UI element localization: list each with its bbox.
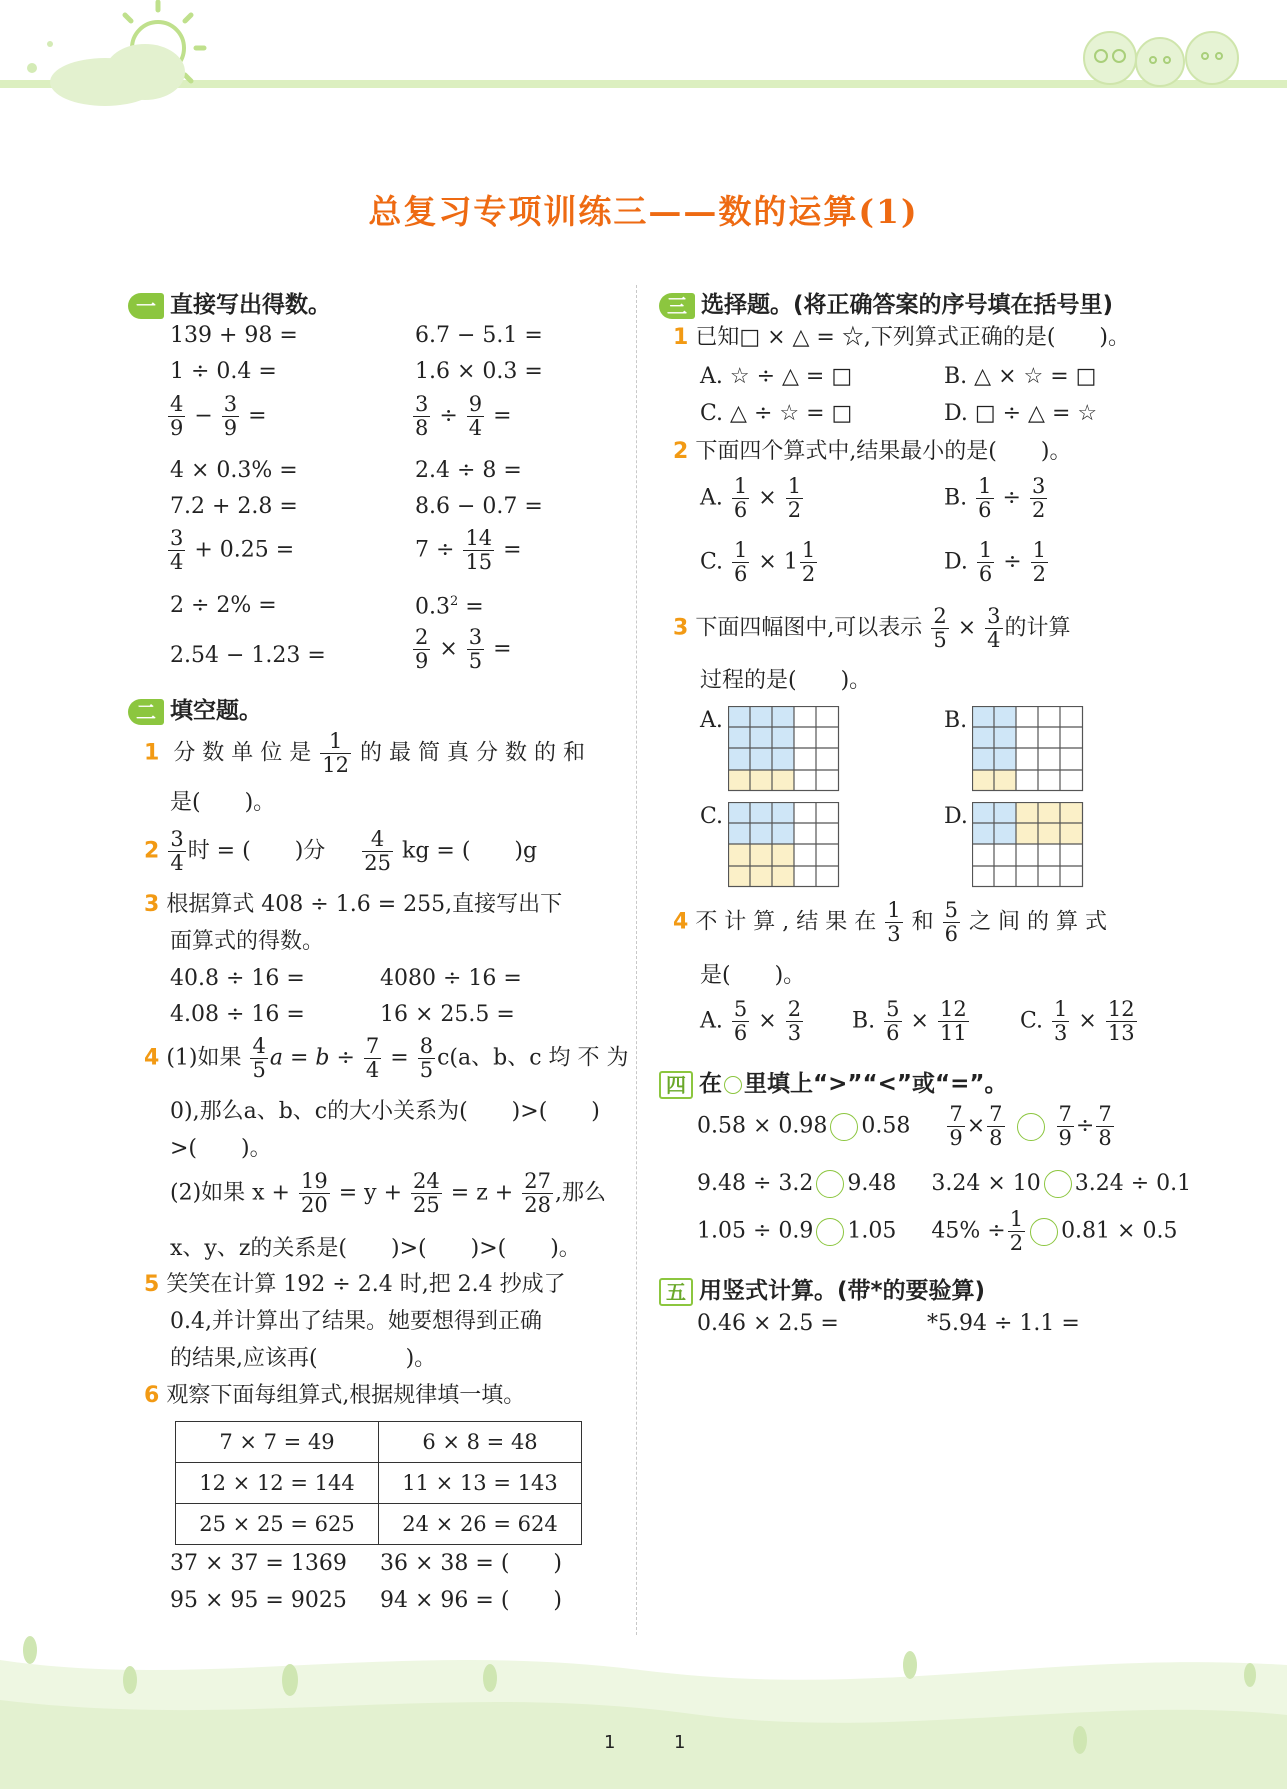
calc-11: $\frac{3}{8}$ ÷ $\frac{9}{4}$ = [415, 392, 512, 441]
calc-13: 8.6 − 0.7 = [415, 494, 543, 519]
grid-diagram-c [728, 802, 840, 888]
choice-q1-b: B. △ × ☆ = □ [944, 364, 1097, 389]
calc-3: $\frac{4}{9}$ − $\frac{3}{9}$ = [170, 392, 267, 441]
calc-2: 1 ÷ 0.4 = [170, 359, 277, 384]
grid-diagram-a [728, 706, 840, 792]
choice-q3-line2: 过程的是( )。 [700, 668, 872, 693]
fill-q5-line2: 0.4,并计算出了结果。她要想得到正确 [170, 1309, 542, 1334]
calc-10: 1.6 × 0.3 = [415, 359, 543, 384]
grid-diagram-d [972, 802, 1084, 888]
fill-q3-calc-3: 4.08 ÷ 16 = [170, 1002, 305, 1027]
pattern-4: 94 × 96 = ( ) [380, 1588, 562, 1613]
choice-q4-c: C. $\frac{1}{3}$ × $\frac{12}{13}$ [1020, 997, 1135, 1046]
calc-14: 7 ÷ $\frac{14}{15}$ = [415, 526, 522, 575]
section-2-badge: 二 [128, 699, 164, 725]
column-divider [636, 285, 637, 1635]
choice-q1-c: C. △ ÷ ☆ = □ [700, 401, 853, 426]
calc-16: $\frac{2}{9}$ × $\frac{3}{5}$ = [415, 625, 512, 674]
choice-q2-a: A. $\frac{1}{6}$ × $\frac{1}{2}$ [700, 474, 802, 523]
section-4-heading: 四 在 里填上“>”“<”或“=”。 [659, 1065, 1008, 1099]
fill-q1: 1 分 数 单 位 是 $\frac{1}{12}$ 的 最 简 真 分 数 的 和 [144, 729, 585, 778]
fill-q6: 6 观察下面每组算式,根据规律填一填。 [144, 1383, 526, 1408]
fill-q4-part1: 4 (1)如果 $\frac{4}{5}$ a = b ÷ $\frac{7}{4}$ = $\frac{8}{5}$ c(a、b、c 均 不 为 [144, 1034, 629, 1083]
table-row: 7 × 7 = 49 6 × 8 = 48 [176, 1422, 582, 1463]
vertical-calc-1: 0.46 × 2.5 = [697, 1311, 839, 1336]
grid-c-label: C. [700, 804, 724, 829]
grid-a-label: A. [700, 708, 723, 733]
section-2-title: 填空题。 [170, 698, 262, 724]
calc-5: 7.2 + 2.8 = [170, 494, 298, 519]
page-title: 总复习专项训练三——数的运算(1) [368, 192, 919, 231]
compare-circle[interactable] [816, 1170, 844, 1198]
circle-icon [724, 1076, 742, 1094]
section-4-badge: 四 [659, 1071, 693, 1099]
compare-row-3: 1.05 ÷ 0.9 1.05 45% ÷ $\frac{1}{2}$ 0.81 × 0.5 [697, 1207, 1178, 1256]
compare-circle[interactable] [1044, 1170, 1072, 1198]
choice-q3: 3 下面四幅图中,可以表示 $\frac{2}{5}$ × $\frac{3}{4}$ 的计算 [673, 604, 1071, 653]
compare-row-1: 0.58 × 0.98 0.58 $\frac{7}{9}$ × $\frac{7}{8}$ $\frac{7}{9}$ ÷ $\frac{7}{8}$ [697, 1102, 1112, 1151]
choice-q1-d: D. □ ÷ △ = ☆ [944, 401, 1098, 426]
fill-q4-part2: (2)如果 x + $\frac{19}{20}$ = y + $\frac{24}{25}$ = z + $\frac{27}{28}$ ,那么 [170, 1169, 606, 1218]
fill-q4-line5: x、y、z的关系是( )>( )>( )。 [170, 1236, 581, 1261]
page-number-left: 1 [604, 1732, 616, 1753]
section-3-title: 选择题。(将正确答案的序号填在括号里) [701, 292, 1114, 318]
fill-q4-line3: >( )。 [170, 1136, 272, 1161]
section-5-title: 用竖式计算。(带*的要验算) [699, 1278, 986, 1304]
pattern-2: 36 × 38 = ( ) [380, 1551, 562, 1576]
section-3-badge: 三 [659, 293, 695, 319]
fill-q3-calc-4: 16 × 25.5 = [380, 1002, 515, 1027]
fill-q5-line3: 的结果,应该再( )。 [170, 1346, 437, 1371]
fill-q2: 2 $\frac{3}{4}$ 时 = ( )分 $\frac{4}{25}$ kg = ( )g [144, 827, 538, 876]
calc-1: 139 + 98 = [170, 323, 298, 348]
fill-q3: 3 根据算式 408 ÷ 1.6 = 255,直接写出下 [144, 892, 563, 917]
fill-q5: 5 笑笑在计算 192 ÷ 2.4 时,把 2.4 抄成了 [144, 1272, 566, 1297]
compare-circle[interactable] [816, 1218, 844, 1246]
section-5-heading [659, 1272, 985, 1306]
section-1-heading [128, 286, 331, 319]
section-1-badge: 一 [128, 293, 164, 319]
section-5-badge: 五 [659, 1278, 693, 1306]
choice-q4-line2: 是( )。 [700, 963, 806, 988]
choice-q2-d: D. $\frac{1}{6}$ ÷ $\frac{1}{2}$ [944, 538, 1047, 587]
calc-4: 4 × 0.3% = [170, 458, 298, 483]
page-number-right: 1 [674, 1732, 686, 1753]
pattern-3: 95 × 95 = 9025 [170, 1588, 347, 1613]
choice-q2-c: C. $\frac{1}{6}$ × 1 $\frac{1}{2}$ [700, 538, 816, 587]
table-row: 25 × 25 = 625 24 × 26 = 624 [176, 1504, 582, 1545]
calc-9: 6.7 − 5.1 = [415, 323, 543, 348]
choice-q4-b: B. $\frac{5}{6}$ × $\frac{12}{11}$ [852, 997, 967, 1046]
choice-q2: 2 下面四个算式中,结果最小的是( )。 [673, 439, 1072, 464]
grid-d-label: D. [944, 804, 968, 829]
choice-q2-b: B. $\frac{1}{6}$ ÷ $\frac{3}{2}$ [944, 474, 1046, 523]
pattern-table [175, 1421, 582, 1545]
choice-q4-a: A. $\frac{5}{6}$ × $\frac{2}{3}$ [700, 997, 802, 1046]
compare-circle[interactable] [830, 1113, 858, 1141]
choice-q1-a: A. ☆ ÷ △ = □ [700, 364, 853, 389]
fill-q3-line2: 面算式的得数。 [170, 929, 325, 954]
compare-circle[interactable] [1017, 1113, 1045, 1141]
calc-6: $\frac{3}{4}$ + 0.25 = [170, 526, 295, 575]
section-3-heading [659, 286, 1113, 319]
pattern-1: 37 × 37 = 1369 [170, 1551, 347, 1576]
grid-b-label: B. [944, 708, 968, 733]
fill-q4-line2: 0),那么a、b、c的大小关系为( )>( ) [170, 1099, 600, 1124]
table-row: 12 × 12 = 144 11 × 13 = 143 [176, 1463, 582, 1504]
section-1-title: 直接写出得数。 [170, 292, 331, 318]
choice-q1: 1 已知□ × △ = ☆,下列算式正确的是( )。 [673, 325, 1131, 350]
calc-8: 2.54 − 1.23 = [170, 643, 326, 668]
fill-q3-calc-2: 4080 ÷ 16 = [380, 966, 522, 991]
section-2-heading [128, 692, 262, 725]
calc-7: 2 ÷ 2% = [170, 593, 277, 618]
header-decoration [0, 0, 1287, 120]
vertical-calc-2: *5.94 ÷ 1.1 = [927, 1311, 1080, 1336]
grid-diagram-b [972, 706, 1084, 792]
calc-12: 2.4 ÷ 8 = [415, 458, 522, 483]
compare-circle[interactable] [1030, 1218, 1058, 1246]
fill-q3-calc-1: 40.8 ÷ 16 = [170, 966, 305, 991]
choice-q4: 4 不 计 算 , 结 果 在 $\frac{1}{3}$ 和 $\frac{5}{6}$ 之 间 的 算 式 [673, 898, 1108, 947]
footer-decoration [0, 1620, 1287, 1789]
compare-row-2: 9.48 ÷ 3.2 9.48 3.24 × 10 3.24 ÷ 0.1 [697, 1171, 1192, 1196]
calc-15: $0.3^2$ = [415, 594, 484, 620]
fill-q1-line2: 是( )。 [170, 790, 276, 815]
